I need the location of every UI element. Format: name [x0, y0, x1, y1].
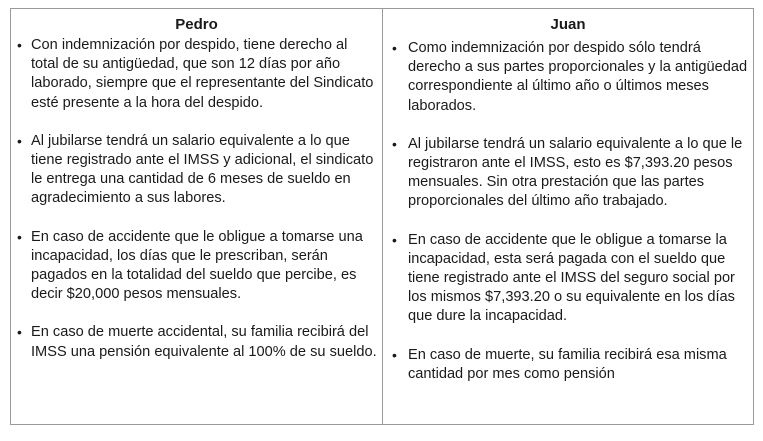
juan-list [383, 39, 753, 384]
list-item-text: En caso de muerte, su familia recibirá esa misma cantidad por mes como pensión [408, 346, 727, 382]
bullet-icon: • [392, 231, 397, 248]
column-pedro [11, 9, 383, 424]
list-item [383, 346, 753, 384]
bullet-icon: • [17, 324, 22, 341]
pedro-list [11, 36, 382, 362]
list-item-text: En caso de muerte accidental, su familia recibirá del IMSS una pensión equivalente al 100% de su sueldo. [31, 324, 377, 360]
bullet-icon: • [17, 228, 22, 245]
list-item-text: Al jubilarse tendrá un salario equivalente a lo que le registraron ante el IMSS, esto es $7,393.20 pesos mensuales. Sin otra prestación que las partes proporcionales del último año trabajado. [408, 135, 743, 210]
column-title-pedro: Pedro [175, 16, 218, 33]
list-item-text: Como indemnización por despido sólo tendrá derecho a sus partes proporcionales y la antigüedad correspondiente al último año o últimos meses laborados. [408, 40, 748, 114]
list-item-text: En caso de accidente que le obligue a tomarse la incapacidad, esta será pagada con el sueldo que tiene registrado ante el IMSS del seguro social por los mismos $7,393.20 o su equivalente en los días que dure la incapacidad. [408, 231, 735, 325]
list-item [11, 36, 382, 113]
column-title-juan: Juan [550, 16, 586, 33]
list-item [383, 135, 753, 212]
list-item [11, 228, 382, 305]
list-item-text: Con indemnización por despido, tiene derecho al total de su antigüedad, que son 12 días por año laborado, siempre que el representante del Sindicato esté presente a la hora del despido. [31, 37, 374, 111]
bullet-icon: • [17, 37, 22, 53]
list-item [11, 323, 382, 361]
bullet-icon: • [392, 135, 397, 152]
bullet-icon: • [392, 346, 397, 363]
list-item-text: Al jubilarse tendrá un salario equivalente a lo que tiene registrado ante el IMSS y adicional, el sindicato le entrega una cantidad de 6 meses de sueldo en agradecimiento a sus labores. [31, 132, 374, 207]
list-item-text: En caso de accidente que le obligue a tomarse una incapacidad, los días que le prescriban, serán pagados en la totalidad del sueldo que percibe, es decir $20,000 pesos mensuales. [31, 228, 363, 303]
comparison-table [10, 8, 754, 425]
column-juan [383, 9, 753, 424]
list-item [383, 39, 753, 116]
list-item [383, 231, 753, 327]
list-item [11, 132, 382, 209]
bullet-icon: • [17, 132, 22, 149]
bullet-icon: • [392, 40, 397, 56]
